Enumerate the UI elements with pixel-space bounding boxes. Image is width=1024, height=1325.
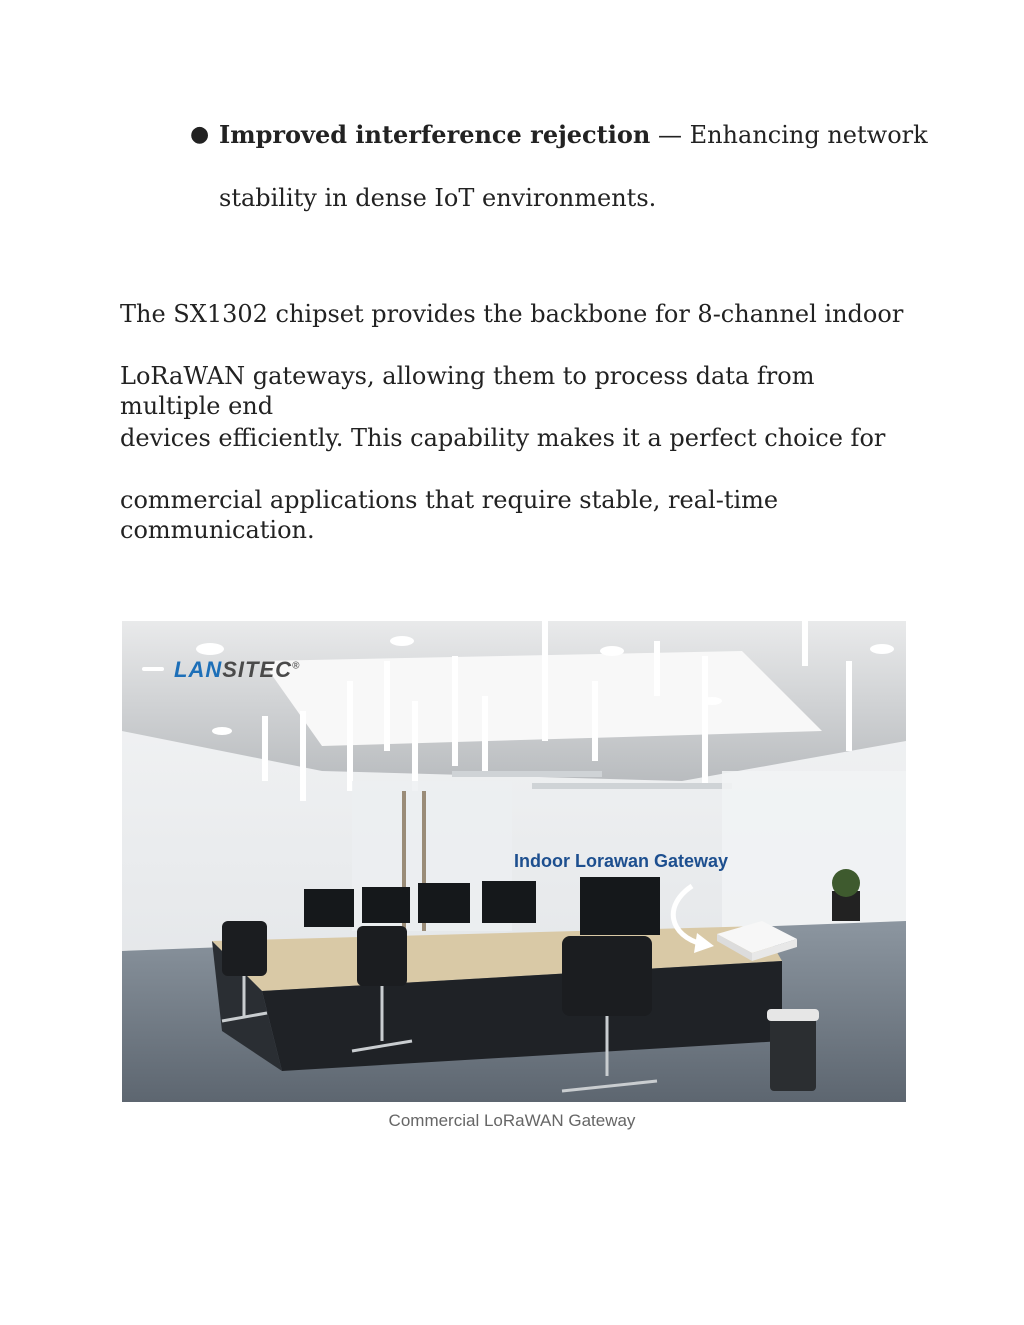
paragraph-line: The SX1302 chipset provides the backbone for 8-channel indoor: [120, 300, 904, 328]
logo-dash-decoration: [142, 667, 164, 671]
bullet-text: Enhancing network: [689, 121, 928, 149]
office-gateway-photo: [122, 621, 906, 1102]
figure-caption: Commercial LoRaWAN Gateway: [388, 1111, 636, 1130]
bullet-title: Improved interference rejection: [219, 120, 651, 149]
registered-mark: ®: [292, 660, 301, 672]
paragraph-line: LoRaWAN gateways, allowing them to process data from multiple end: [120, 362, 815, 420]
bullet-item-line-2: stability in dense IoT environments.: [219, 184, 657, 212]
logo-part-2: SITEC: [222, 657, 293, 682]
brand-logo: [174, 657, 300, 683]
bullet-item-line-1: [219, 120, 928, 150]
gateway-overlay-label: Indoor Lorawan Gateway: [514, 851, 729, 871]
logo-part-1: LAN: [174, 657, 223, 682]
bullet-dash: —: [650, 121, 690, 149]
paragraph-line: commercial applications that require stable, real-time communication.: [120, 486, 779, 544]
bullet-dot-icon: ●: [190, 122, 210, 147]
paragraph-line: devices efficiently. This capability makes it a perfect choice for: [120, 424, 886, 452]
